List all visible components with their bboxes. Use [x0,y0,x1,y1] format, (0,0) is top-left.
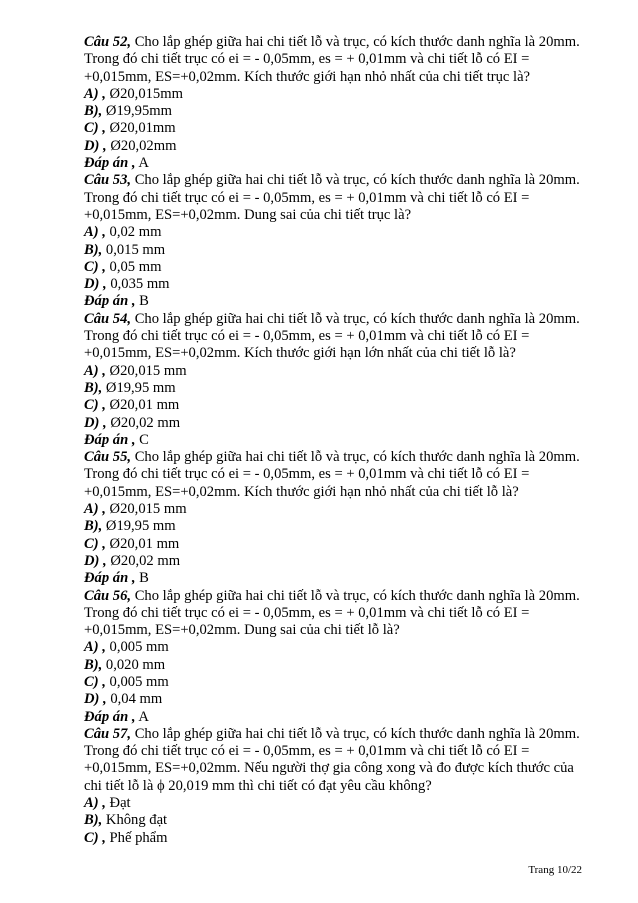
question-57 [84,726,584,847]
answer [84,293,584,310]
question-body: Cho lắp ghép giữa hai chi tiết lỗ và trục, có kích thước danh nghĩa là 20mm. Trong đó chi tiết trục có ei = - 0,05mm, es = + 0,01mm và chi tiết lỗ có EI = +0,015mm, ES=+0,02mm. Dung sai của chi tiết lỗ là? [84,587,580,639]
option-b [84,812,584,829]
option-text: Ø19,95 mm [102,379,176,396]
option-label: C) , [84,397,106,414]
option-text: 0,05 mm [105,258,162,275]
option-label: C) , [84,829,106,846]
answer [84,709,584,726]
option-label: B), [84,518,103,535]
question-label: Câu 54, [84,310,132,327]
answer-label: Đáp án , [84,570,136,587]
option-text: Ø20,01 mm [105,397,180,414]
option-label: C) , [84,120,106,137]
option-label: D) , [84,691,107,708]
option-text: Ø20,01mm [105,120,176,137]
question-text [84,726,584,795]
answer-value: B [135,570,149,587]
option-b [84,657,584,674]
option-d [84,553,584,570]
option-label: B), [84,103,103,120]
option-d [84,138,584,155]
option-c [84,830,584,847]
option-label: A) , [84,501,106,518]
option-a [84,86,584,103]
option-label: C) , [84,673,106,690]
option-text: 0,015 mm [102,241,166,258]
option-text: Ø20,015 mm [105,362,187,379]
question-55 [84,449,584,587]
question-text [84,449,584,501]
option-d [84,276,584,293]
answer-label: Đáp án , [84,708,136,725]
option-text: Ø19,95 mm [102,518,176,535]
option-text: Ø20,02 mm [106,552,181,569]
page-number: Trang 10/22 [528,864,582,876]
answer-value: C [135,431,149,448]
question-label: Câu 55, [84,449,132,466]
question-text [84,172,584,224]
option-label: B), [84,656,103,673]
question-text [84,311,584,363]
option-label: D) , [84,552,107,569]
question-body: Cho lắp ghép giữa hai chi tiết lỗ và trục, có kích thước danh nghĩa là 20mm. Trong đó chi tiết trục có ei = - 0,05mm, es = + 0,01mm và chi tiết lỗ có EI = +0,015mm, ES=+0,02mm. Kích thước giới hạn nhỏ nhất của chi tiết lỗ là? [84,449,580,500]
option-a [84,224,584,241]
option-a [84,795,584,812]
option-c [84,120,584,137]
answer-value: A [135,708,149,725]
option-text: Ø19,95mm [102,103,172,120]
question-body: Cho lắp ghép giữa hai chi tiết lỗ và trục, có kích thước danh nghĩa là 20mm. Trong đó chi tiết trục có ei = - 0,05mm, es = + 0,01mm và chi tiết lỗ có EI = +0,015mm, ES=+0,02mm. Dung sai của chi tiết trục là? [84,172,580,223]
question-list [84,34,584,847]
option-label: A) , [84,85,106,102]
answer [84,570,584,587]
option-a [84,363,584,380]
question-56 [84,588,584,726]
option-d [84,415,584,432]
option-text: 0,02 mm [105,224,162,241]
answer [84,432,584,449]
option-label: D) , [84,137,107,154]
question-body: Cho lắp ghép giữa hai chi tiết lỗ và trục, có kích thước danh nghĩa là 20mm. Trong đó chi tiết trục có ei = - 0,05mm, es = + 0,01mm và chi tiết lỗ có EI = +0,015mm, ES=+0,02mm. Nếu người thợ gia công xong và đo được kích thước của chi tiết lỗ là ϕ 20,019 mm thì chi tiết có đạt yêu cầu không? [84,725,580,794]
option-text: Ø20,02mm [106,137,177,154]
option-c [84,397,584,414]
question-label: Câu 52, [84,34,132,50]
option-label: A) , [84,639,106,656]
question-text [84,34,584,86]
answer-value: B [135,293,149,310]
option-b [84,103,584,120]
option-b [84,242,584,259]
option-label: B), [84,812,103,829]
option-label: A) , [84,362,106,379]
option-text: 0,020 mm [102,656,166,673]
question-text [84,588,584,640]
option-text: Ø20,015mm [105,85,183,102]
option-label: C) , [84,258,106,275]
option-label: B), [84,241,103,258]
option-c [84,536,584,553]
option-a [84,501,584,518]
option-text: Không đạt [102,812,168,829]
option-text: 0,04 mm [106,691,163,708]
answer [84,155,584,172]
question-label: Câu 56, [84,587,132,604]
option-label: A) , [84,795,106,812]
question-body: Cho lắp ghép giữa hai chi tiết lỗ và trục, có kích thước danh nghĩa là 20mm. Trong đó chi tiết trục có ei = - 0,05mm, es = + 0,01mm và chi tiết lỗ có EI = +0,015mm, ES=+0,02mm. Kích thước giới hạn nhỏ nhất của chi tiết trục là? [84,34,580,85]
question-54 [84,311,584,449]
option-text: 0,005 mm [105,673,169,690]
answer-value: A [135,155,149,172]
question-label: Câu 53, [84,172,132,189]
option-label: C) , [84,535,106,552]
option-text: 0,035 mm [106,276,170,293]
answer-label: Đáp án , [84,431,136,448]
option-text: Đạt [105,795,131,812]
question-body: Cho lắp ghép giữa hai chi tiết lỗ và trục, có kích thước danh nghĩa là 20mm. Trong đó chi tiết trục có ei = - 0,05mm, es = + 0,01mm và chi tiết lỗ có EI = +0,015mm, ES=+0,02mm. Kích thước giới hạn lớn nhất của chi tiết lỗ là? [84,310,580,362]
option-label: A) , [84,224,106,241]
question-52 [84,34,584,172]
option-b [84,518,584,535]
option-label: D) , [84,276,107,293]
option-a [84,639,584,656]
answer-label: Đáp án , [84,155,136,172]
option-label: D) , [84,414,107,431]
option-c [84,674,584,691]
option-text: Ø20,02 mm [106,414,181,431]
option-text: Ø20,015 mm [105,501,187,518]
option-text: Ø20,01 mm [105,535,180,552]
option-d [84,691,584,708]
option-label: B), [84,379,103,396]
question-53 [84,172,584,310]
answer-label: Đáp án , [84,293,136,310]
option-c [84,259,584,276]
option-text: 0,005 mm [105,639,169,656]
question-label: Câu 57, [84,725,132,742]
option-b [84,380,584,397]
option-text: Phế phẩm [105,829,168,846]
